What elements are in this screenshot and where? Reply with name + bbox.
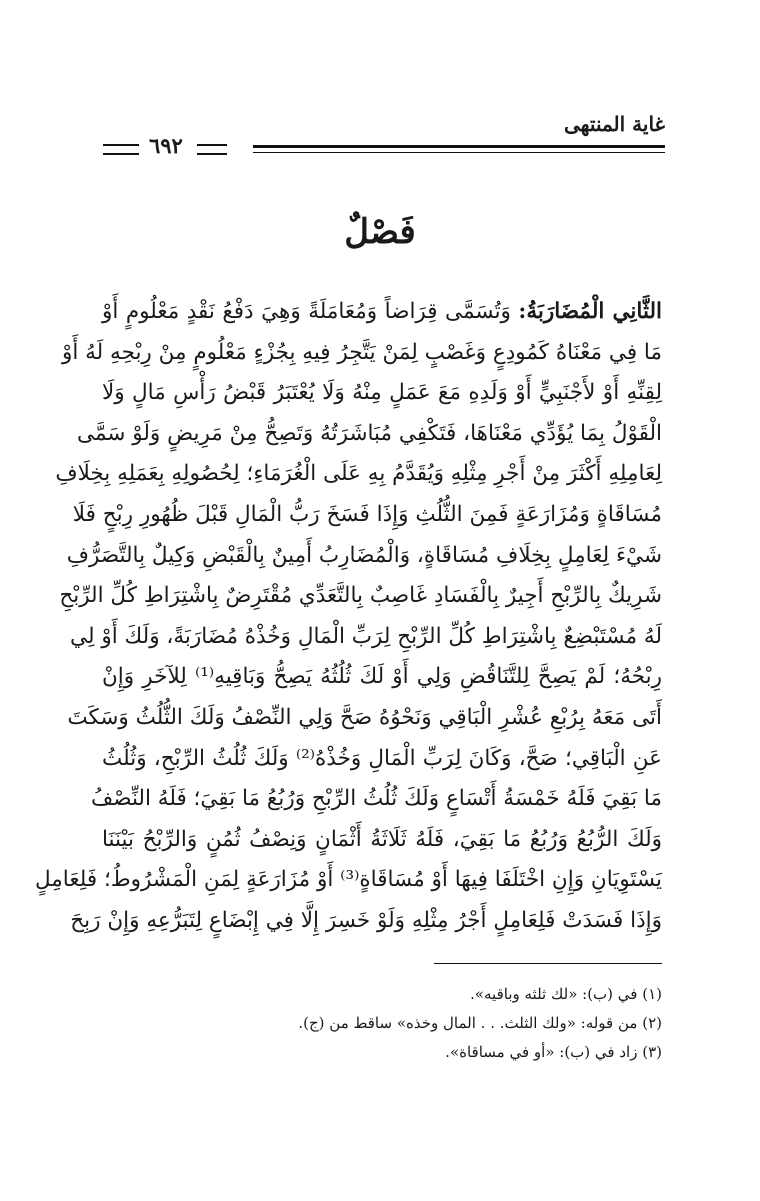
text-line: مَا فِي مَعْنَاهُ كَمُودِعٍ وَغَصْبٍ لِمَنْ يَتَّجِرُ فِيهِ بِجُزْءٍ مَعْلُومٍ مِنْ رِبْحِهِ لَهُ أَوْ — [61, 339, 662, 365]
page-number-box — [103, 133, 253, 163]
text-line: شَرِيكٌ بِالرِّبْحِ أَجِيرٌ بِالْفَسَادِ غَاصِبٌ بِالتَّعَدِّي مُقْتَرِضٌ بِاشْتِرَاطِ كُلِّ الرِّبْحِ — [59, 583, 662, 609]
footnote: (١) في (ب): «لك ثلثه وباقيه». — [470, 985, 662, 1003]
page-number: ٦٩٢ — [149, 133, 183, 158]
text-line: لِعَامِلِهِ أَكْثَرَ مِنْ أَجْرِ مِثْلِهِ وَيُقَدَّمُ بِهِ عَلَى الْغُرَمَاءِ؛ لِحُصُولِهِ بِعَمَلِهِ بِخِلَافِ — [55, 461, 662, 487]
page-number-ornament — [103, 144, 139, 155]
section-heading: فَصْلٌ — [344, 212, 416, 252]
text-line: يَسْتَوِيَانِ وَإِنِ اخْتَلَفَا فِيهَا أَوْ مُسَاقَاةٍ⁽³⁾ أَوْ مُزَارَعَةٍ لِمَنِ الْمَشْرُوطُ؛ فَلِعَامِلٍ — [35, 867, 662, 893]
text-line: شَيْءَ لِعَامِلٍ بِخِلَافِ مُسَاقَاةٍ، وَالْمُضَارِبُ أَمِينٌ بِالْقَبْضِ وَكِيلٌ بِالتَّصَرُّفِ — [66, 542, 662, 568]
text-line: لَهُ مُسْتَبْضِعٌ بِاشْتِرَاطِ كُلِّ الرِّبْحِ لِرَبِّ الْمَالِ وَخُذْهُ مُضَارَبَةً، وَلَكَ أَوْ لِي — [70, 623, 662, 649]
text-line — [102, 292, 662, 333]
footnote-separator — [434, 963, 662, 964]
text-line: مَا بَقِيَ فَلَهُ خَمْسَةُ أَتْسَاعٍ وَلَكَ ثُلُثُ الرِّبْحِ وَرُبُعُ مَا بَقِيَ؛ فَلَهُ النِّصْفُ — [91, 786, 662, 812]
footnote: (٢) من قوله: «ولك الثلث. . . المال وخذه» ساقط من (ج). — [298, 1014, 662, 1032]
text-line: الْقَوْلُ بِمَا يُؤَدِّي مَعْنَاهَا، فَتَكْفِي مُبَاشَرَتُهُ وَتَصِحُّ مِنْ مَرِيضٍ وَلَوْ سَمَّى — [77, 420, 662, 446]
text-line: وَلَكَ الرُّبُعُ وَرُبُعُ مَا بَقِيَ، فَلَهُ ثَلَاثَةُ أَثْمَانٍ وَنِصْفُ ثُمُنٍ وَالرِّبْحُ بَيْنَنَا — [102, 826, 662, 852]
footnotes — [100, 980, 662, 1067]
page-number-ornament — [197, 144, 227, 155]
lead-term: الثَّانِي الْمُضَارَبَةُ: — [518, 299, 662, 324]
text-line: رِبْحُهُ؛ لَمْ يَصِحَّ لِلتَّنَاقُضِ وَلِي أَوْ لَكَ ثُلُثُهُ يَصِحُّ وَبَاقِيهِ⁽¹⁾ لِلآخَرِ وَإِنْ — [102, 664, 662, 690]
footnote: (٣) زاد في (ب): «أو في مساقاة». — [445, 1043, 662, 1061]
text-line: مُسَاقَاةٍ وَمُزَارَعَةٍ فَمِنَ الثُّلُثِ وَإِذَا فَسَخَ رَبُّ الْمَالِ قَبْلَ ظُهُورِ رِبْحٍ فَلَا — [72, 501, 662, 527]
text-line-content: وَتُسَمَّى قِرَاضاً وَمُعَامَلَةً وَهِيَ دَفْعُ نَقْدٍ مَعْلُومٍ أَوْ — [102, 299, 511, 324]
book-title: غاية المنتهى — [564, 112, 665, 136]
text-line: وَإِذَا فَسَدَتْ فَلِعَامِلٍ أَجْرُ مِثْلِهِ وَلَوْ خَسِرَ إِلَّا فِي إِبْضَاعٍ لِتَبَرُّعِهِ وَإِنْ رَبِحَ — [70, 907, 662, 933]
main-text — [35, 292, 662, 942]
text-line: لِقِنِّهِ أَوْ لأَجْنَبِيٍّ أَوْ وَلَدِهِ مَعَ عَمَلٍ مِنْهُ وَلَا يُعْتَبَرُ قَبْضُ رَأْسِ مَالٍ وَلَا — [102, 380, 662, 406]
text-line: عَنِ الْبَاقِي؛ صَحَّ، وَكَانَ لِرَبِّ الْمَالِ وَخُذْهُ⁽²⁾ وَلَكَ ثُلُثُ الرِّبْحِ، وَثُلُثُ — [102, 745, 662, 771]
text-line: أَتَى مَعَهُ بِرُبْعِ عُشْرِ الْبَاقِي وَنَحْوُهُ صَحَّ وَلِي النِّصْفُ وَلَكَ الثُّلُثُ وَسَكَتَ — [67, 704, 662, 730]
